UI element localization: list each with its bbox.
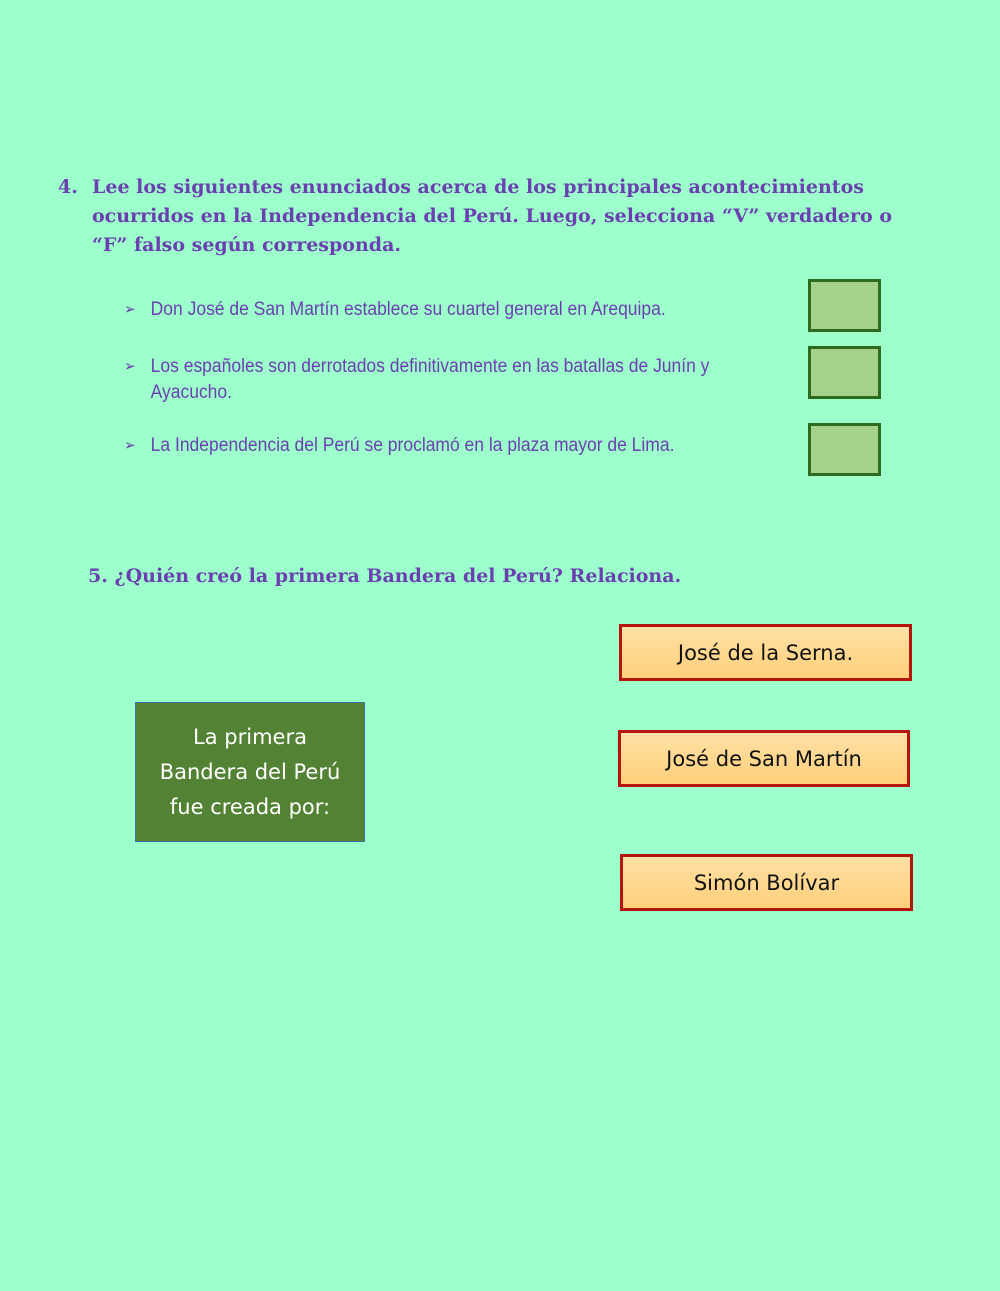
answer-box-2[interactable] — [808, 346, 881, 399]
option-simon-bolivar[interactable] — [620, 854, 913, 911]
question-5-heading: 5. ¿Quién creó la primera Bandera del Perú? Relaciona. — [88, 565, 682, 587]
statement-1-text: Don José de San Martín establece su cuartel general en Arequipa. — [150, 299, 666, 320]
option-jose-de-san-martin[interactable] — [618, 730, 910, 787]
option-jose-de-la-serna[interactable] — [619, 624, 912, 681]
option-label: José de San Martín — [666, 746, 862, 771]
arrow-bullet-icon: ➢ — [124, 437, 136, 454]
statement-3-text: La Independencia del Perú se proclamó en la plaza mayor de Lima. — [150, 435, 675, 456]
answer-box-1[interactable] — [808, 279, 881, 332]
option-label: Simón Bolívar — [693, 870, 840, 895]
question-4-text: Lee los siguientes enunciados acerca de los principales acontecimientos ocurridos en la Independencia del Perú. Luego, selecciona “V” verdadero o “F” falso según corresponda. — [92, 176, 892, 256]
arrow-bullet-icon: ➢ — [124, 358, 136, 375]
statement-2-text: Los españoles son derrotados definitivamente en las batallas de Junín y Ayacucho. — [150, 356, 710, 403]
option-label: José de la Serna. — [677, 640, 854, 665]
arrow-bullet-icon: ➢ — [124, 301, 136, 318]
question-4-number: 4. — [58, 176, 78, 198]
source-card-text: La primera Bandera del Perú fue creada por: — [159, 724, 341, 819]
source-card[interactable] — [135, 702, 365, 842]
answer-box-3[interactable] — [808, 423, 881, 476]
